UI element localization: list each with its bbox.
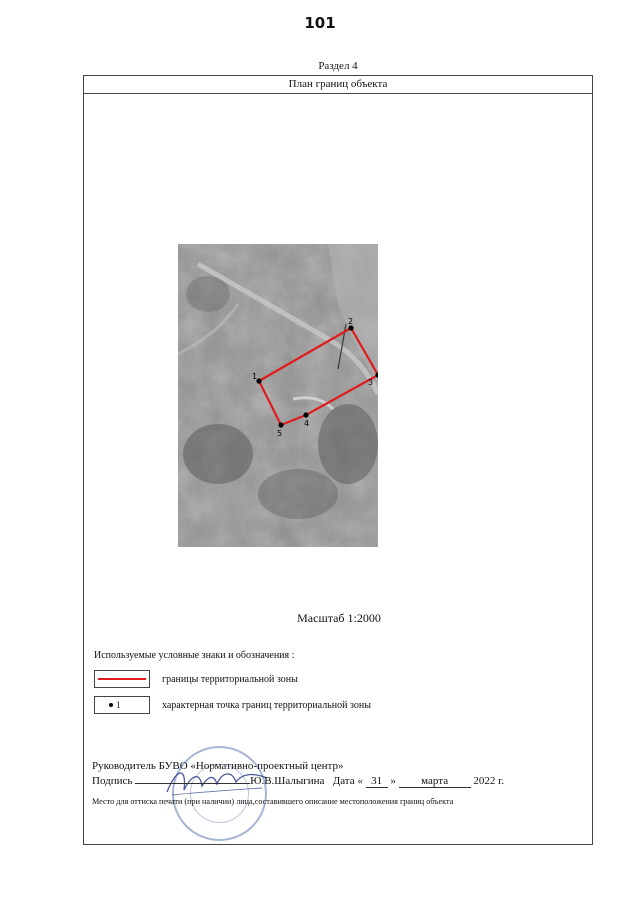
- signature-field: [135, 783, 250, 784]
- section-label: Раздел 4: [318, 60, 358, 72]
- signature-block: [92, 752, 587, 832]
- map-scale: Масштаб 1:2000: [297, 611, 381, 625]
- legend-item: [94, 669, 298, 689]
- boundary-point: [303, 412, 308, 417]
- legend-symbol-boundary-line: [94, 670, 150, 688]
- legend-point-label: 1: [116, 700, 121, 710]
- date-label: Дата «: [332, 775, 363, 787]
- page-number: 101: [304, 14, 336, 32]
- date-year: 2022 г.: [473, 775, 505, 787]
- boundary-point: [348, 325, 353, 330]
- date-month: марта: [399, 775, 471, 788]
- red-line-swatch: [98, 678, 146, 680]
- frame-title: План границ объекта: [84, 76, 592, 94]
- legend-text: характерная точка границ территориальной зоны: [162, 699, 371, 711]
- point-label: 4: [304, 419, 310, 428]
- boundary-point: [278, 422, 283, 427]
- date-day: 31: [366, 775, 388, 788]
- date-close: »: [390, 775, 396, 787]
- point-label: 1: [252, 372, 258, 381]
- point-dot-icon: [109, 703, 113, 707]
- stamp-note: Место для оттиска печати (при наличии) лица,составившего описание местоположения границ объекта: [92, 797, 454, 806]
- boundary-point: [256, 378, 261, 383]
- legend-title: Используемые условные знаки и обозначения :: [94, 650, 295, 661]
- signer-name: Ю.В.Шалыгина: [250, 775, 325, 787]
- legend-symbol-point: [94, 696, 150, 714]
- legend-text: границы территориальной зоны: [162, 673, 298, 685]
- head-line: Руководитель БУВО «Нормативно-проектный центр»: [92, 760, 344, 772]
- sign-label: Подпись: [92, 775, 133, 787]
- aerial-map: [178, 244, 378, 547]
- point-label: 5: [277, 429, 283, 438]
- aerial-image: [178, 244, 378, 547]
- point-label: 3: [368, 378, 374, 387]
- point-label: 2: [348, 317, 354, 326]
- sign-date-line: [92, 775, 504, 788]
- legend-item: [94, 695, 371, 715]
- boundary-plan-frame: [83, 75, 593, 845]
